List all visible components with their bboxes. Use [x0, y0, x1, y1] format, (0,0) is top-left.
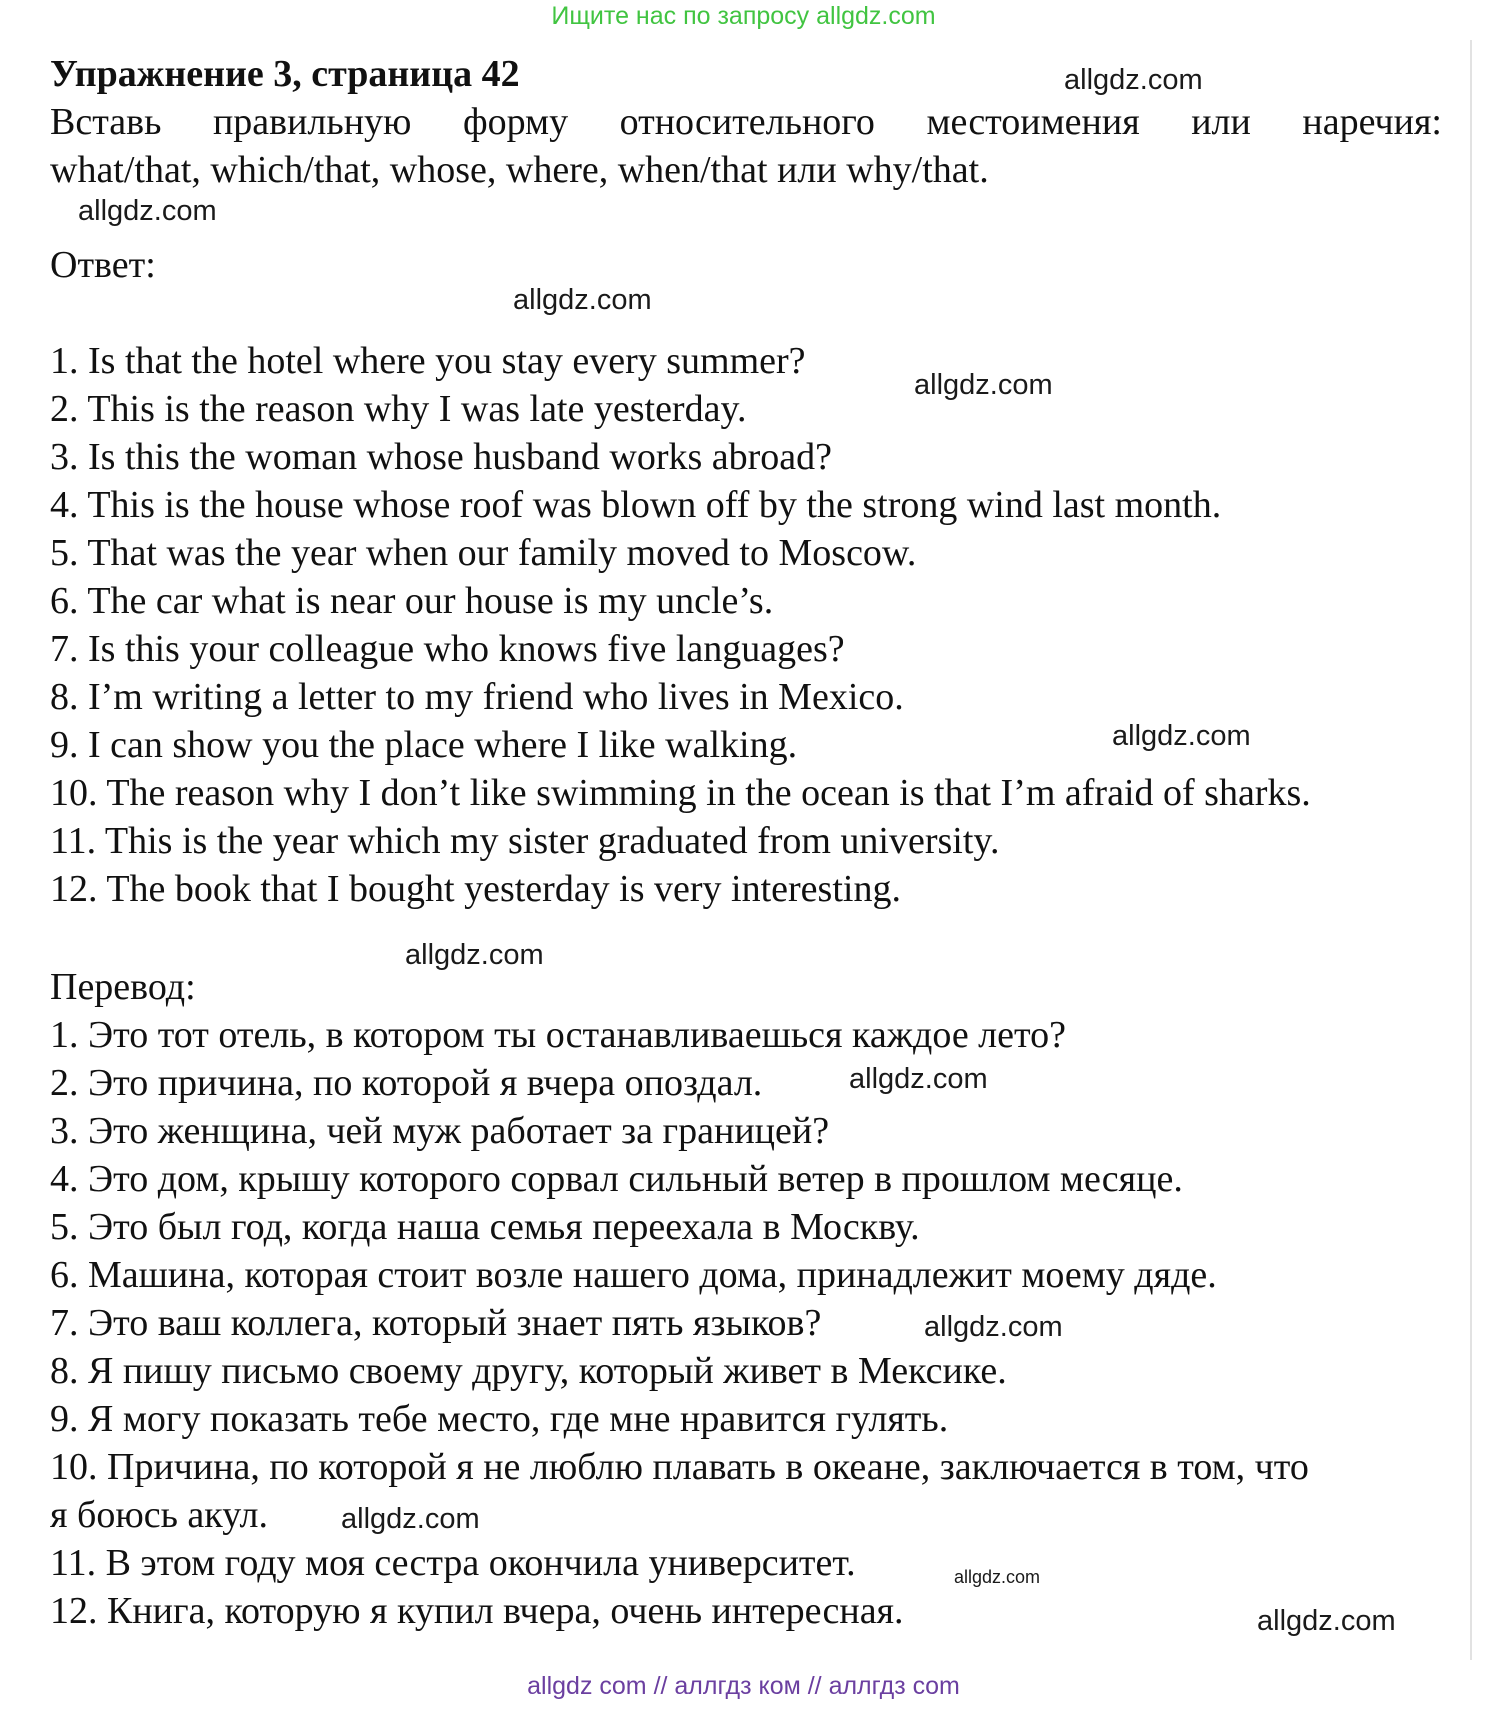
watermark: allgdz.com [914, 369, 1053, 401]
top-banner[interactable]: Ищите нас по запросу allgdz.com [551, 2, 936, 30]
answer-line: 11. This is the year which my sister graduated from university. [50, 820, 1000, 862]
answer-line: 6. The car what is near our house is my uncle’s. [50, 580, 774, 622]
translation-line: 2. Это причина, по которой я вчера опоздал. [50, 1062, 763, 1104]
instruction-line-1: Вставь правильную форму относительного местоимения или наречия: [50, 101, 1442, 143]
watermark: allgdz.com [849, 1063, 988, 1095]
watermark: allgdz.com [1257, 1605, 1396, 1637]
watermark: allgdz.com [513, 284, 652, 316]
watermark: allgdz.com [1064, 64, 1203, 96]
translation-line: 6. Машина, которая стоит возле нашего дома, принадлежит моему дяде. [50, 1254, 1217, 1296]
translation-line: 4. Это дом, крышу которого сорвал сильный ветер в прошлом месяце. [50, 1158, 1183, 1200]
answer-line: 12. The book that I bought yesterday is very interesting. [50, 868, 901, 910]
translation-line: 3. Это женщина, чей муж работает за границей? [50, 1110, 830, 1152]
translation-line: 5. Это был год, когда наша семья переехала в Москву. [50, 1206, 920, 1248]
answer-line: 1. Is that the hotel where you stay every summer? [50, 340, 806, 382]
watermark: allgdz.com [78, 195, 217, 227]
watermark: allgdz.com [1112, 720, 1251, 752]
translation-line: 9. Я могу показать тебе место, где мне нравится гулять. [50, 1398, 949, 1440]
answer-heading: Ответ: [50, 244, 156, 286]
watermark: allgdz.com [341, 1503, 480, 1535]
answer-line: 8. I’m writing a letter to my friend who lives in Mexico. [50, 676, 904, 718]
page-edge-divider [1470, 40, 1472, 1660]
answer-line: 7. Is this your colleague who knows five languages? [50, 628, 845, 670]
translation-heading: Перевод: [50, 966, 196, 1008]
instruction-line-2: what/that, which/that, whose, where, when/that или why/that. [50, 149, 989, 191]
translation-line: 12. Книга, которую я купил вчера, очень интересная. [50, 1590, 904, 1632]
watermark: allgdz.com [954, 1567, 1041, 1587]
answer-line: 10. The reason why I don’t like swimming in the ocean is that I’m afraid of sharks. [50, 772, 1311, 814]
footer-links[interactable]: allgdz com // аллгдз ком // аллгдз com [527, 1672, 960, 1700]
translation-line: 7. Это ваш коллега, который знает пять языков? [50, 1302, 822, 1344]
answer-line: 2. This is the reason why I was late yesterday. [50, 388, 747, 430]
translation-line: я боюсь акул. [50, 1494, 268, 1536]
watermark: allgdz.com [924, 1311, 1063, 1343]
translation-line: 10. Причина, по которой я не люблю плавать в океане, заключается в том, что [50, 1446, 1309, 1488]
watermark: allgdz.com [405, 939, 544, 971]
answer-line: 3. Is this the woman whose husband works abroad? [50, 436, 833, 478]
answer-line: 5. That was the year when our family moved to Moscow. [50, 532, 917, 574]
translation-line: 11. В этом году моя сестра окончила университет. [50, 1542, 856, 1584]
translation-line: 1. Это тот отель, в котором ты останавливаешься каждое лето? [50, 1014, 1066, 1056]
answer-line: 4. This is the house whose roof was blown off by the strong wind last month. [50, 484, 1222, 526]
translation-line: 8. Я пишу письмо своему другу, который живет в Мексике. [50, 1350, 1007, 1392]
answer-line: 9. I can show you the place where I like walking. [50, 724, 798, 766]
exercise-title: Упражнение 3, страница 42 [50, 53, 520, 95]
